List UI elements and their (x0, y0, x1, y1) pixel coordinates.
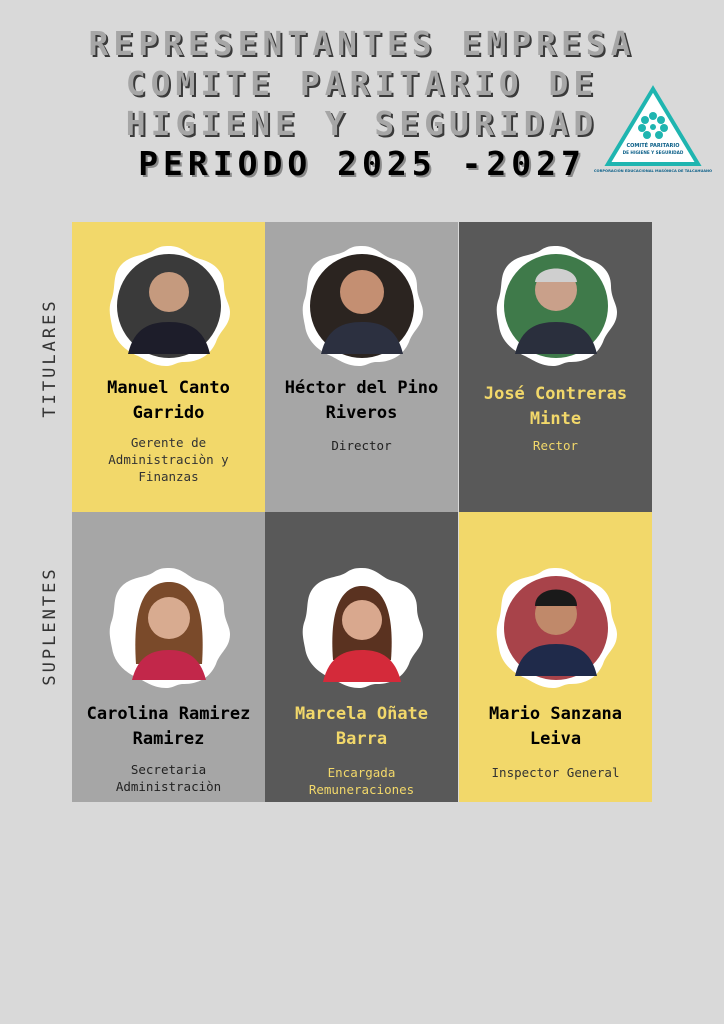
person-name-line-1: Mario Sanzana (488, 704, 623, 724)
suplente-card-2 (265, 512, 458, 802)
person-name-line-1: Manuel Canto (107, 378, 230, 398)
person-role-line-2: Administraciòn y (108, 452, 229, 467)
person-name-line-1: Carolina Ramirez (86, 704, 251, 724)
title-line-3: HIGIENE Y SEGURIDAD (125, 104, 599, 143)
person-role-line-1: Inspector General (491, 765, 620, 780)
title-line-1: REPRESENTANTES EMPRESA (88, 24, 636, 63)
avatar (106, 242, 232, 368)
avatar (493, 242, 619, 368)
logo-line-2: DE HIGIENE Y SEGURIDAD (622, 150, 684, 155)
representatives-grid (72, 222, 652, 802)
suplente-card-1 (72, 512, 265, 802)
suplente-card-3 (459, 512, 652, 802)
person-name-line-2: Garrido (132, 403, 205, 423)
logo-caption: CORPORACIÓN EDUCACIONAL MASÓNICA DE TALCAHUANO (593, 169, 713, 173)
person-name-line-2: Ramirez (132, 729, 205, 749)
titulares-label: TITULARES (40, 298, 60, 418)
person-name-line-1: Marcela Oñate (294, 704, 429, 724)
titular-card-3 (459, 222, 652, 512)
triangle-logo-icon (593, 86, 713, 174)
person-role-line-1: Secretaria (130, 762, 207, 777)
person-role-line-1: Rector (532, 438, 579, 453)
person-role-line-1: Gerente de (130, 435, 207, 450)
person-name-line-2: Barra (335, 729, 388, 749)
avatar (299, 242, 425, 368)
person-name-line-2: Minte (529, 409, 582, 429)
person-name-line-1: Héctor del Pino (284, 378, 439, 398)
person-role-line-2: Remuneraciones (308, 782, 415, 797)
person-role-line-1: Encargada (327, 765, 396, 780)
title-line-2: COMITE PARITARIO DE (125, 64, 599, 103)
person-name-line-2: Leiva (529, 729, 582, 749)
logo-line-1: COMITÉ PARITARIO (626, 143, 680, 149)
person-role-line-2: Administraciòn (115, 779, 222, 794)
avatar (299, 564, 425, 690)
suplentes-label: SUPLENTES (40, 566, 60, 686)
person-role-line-3: Finanzas (138, 469, 199, 484)
titular-card-2 (265, 222, 458, 512)
person-name-line-1: José Contreras (483, 384, 628, 404)
period-title: PERIODO 2025 -2027 (138, 144, 586, 183)
titular-card-1 (72, 222, 265, 512)
avatar (106, 564, 232, 690)
person-role-line-1: Director (331, 438, 392, 453)
avatar (493, 564, 619, 690)
person-name-line-2: Riveros (325, 403, 398, 423)
